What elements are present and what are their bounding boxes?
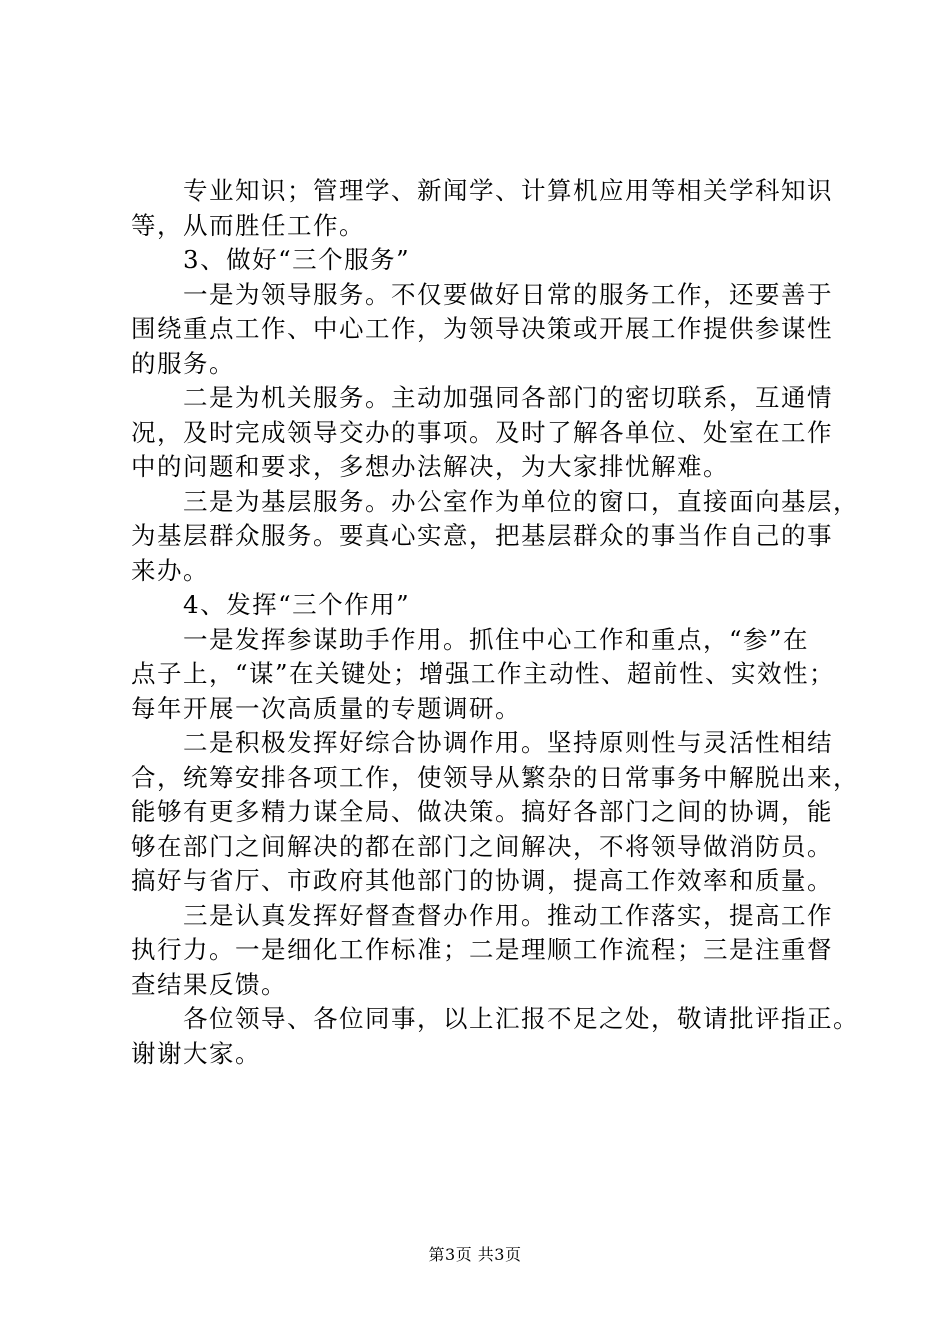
body-line: 够在部门之间解决的都在部门之间解决，不将领导做消防员。 [131, 831, 833, 861]
body-line: 三是认真发挥好督查督办作用。推动工作落实，提高工作 [183, 900, 833, 930]
body-line: 谢谢大家。 [131, 1038, 261, 1068]
body-line: 围绕重点工作、中心工作，为领导决策或开展工作提供参谋性 [131, 314, 833, 343]
body-line: 况，及时完成领导交办的事项。及时了解各单位、处室在工作 [131, 417, 833, 447]
body-line: 执行力。一是细化工作标准；二是理顺工作流程；三是注重督 [131, 935, 833, 964]
body-line: 查结果反馈。 [131, 969, 287, 999]
body-line: 二是为机关服务。主动加强同各部门的密切联系，互通情 [183, 383, 833, 412]
body-line: 能够有更多精力谋全局、做决策。搞好各部门之间的协调，能 [131, 797, 833, 826]
body-line: 专业知识；管理学、新闻学、计算机应用等相关学科知识 [183, 176, 833, 205]
document-body [131, 174, 859, 1071]
body-line: 三是为基层服务。办公室作为单位的窗口，直接面向基层， [183, 486, 859, 516]
page-number-footer: 第3页 共3页 [428, 1245, 522, 1264]
body-line: 的服务。 [131, 348, 235, 378]
body-line: 点子上，“谋”在关键处；增强工作主动性、超前性、实效性； [131, 659, 836, 688]
body-line: 各位领导、各位同事，以上汇报不足之处，敬请批评指正。 [183, 1004, 859, 1033]
body-line: 二是积极发挥好综合协调作用。坚持原则性与灵活性相结 [183, 728, 833, 757]
section-heading: 3、做好“三个服务” [183, 245, 411, 274]
body-line: 来办。 [131, 555, 209, 585]
body-line: 为基层群众服务。要真心实意，把基层群众的事当作自己的事 [131, 521, 833, 550]
section-heading: 4、发挥“三个作用” [183, 590, 411, 619]
body-line: 等，从而胜任工作。 [131, 210, 365, 240]
body-line: 每年开展一次高质量的专题调研。 [131, 693, 521, 723]
body-line: 一是发挥参谋助手作用。抓住中心工作和重点，“参”在 [183, 624, 810, 654]
body-line: 合，统筹安排各项工作，使领导从繁杂的日常事务中解脱出来， [131, 762, 859, 792]
body-line: 一是为领导服务。不仅要做好日常的服务工作，还要善于 [183, 279, 833, 309]
body-line: 中的问题和要求，多想办法解决，为大家排忧解难。 [131, 452, 729, 481]
body-line: 搞好与省厅、市政府其他部门的协调，提高工作效率和质量。 [131, 866, 833, 895]
